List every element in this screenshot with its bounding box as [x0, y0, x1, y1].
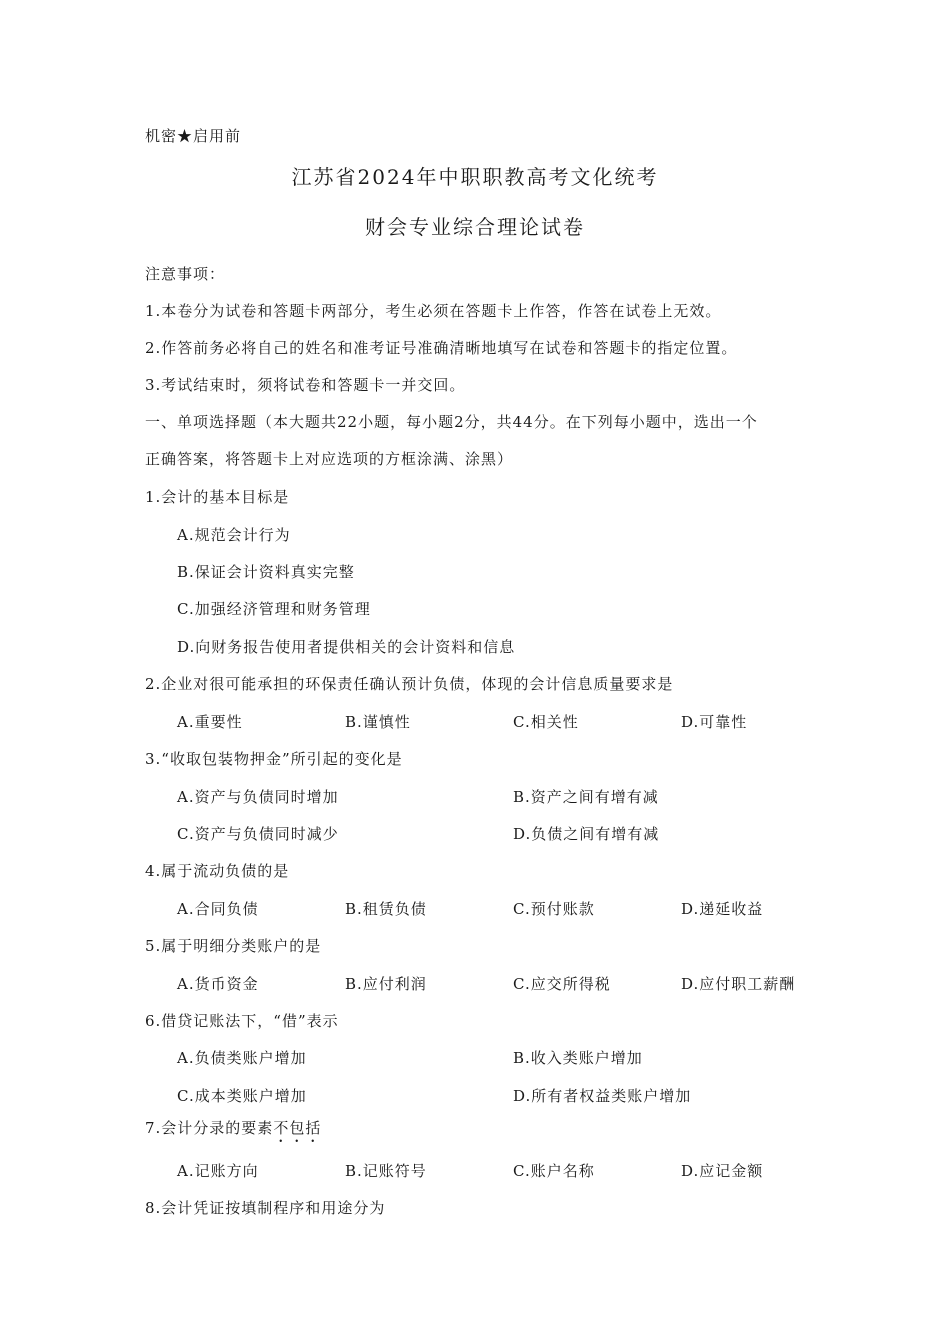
question-stem: 5.属于明细分类账户的是 — [145, 937, 322, 955]
notes-heading: 注意事项： — [145, 265, 226, 283]
option-d: D.应付职工薪酬 — [681, 975, 796, 993]
option-d: D.负债之间有增有减 — [513, 825, 660, 843]
emphasized-text: 不包括 — [273, 1119, 322, 1137]
option-a: A.货币资金 — [177, 975, 259, 993]
option-c: C.账户名称 — [513, 1162, 595, 1180]
option-a: A.规范会计行为 — [177, 526, 291, 544]
option-a: A.合同负债 — [177, 900, 259, 918]
note-item: 2.作答前务必将自己的姓名和准考证号准确清晰地填写在试卷和答题卡的指定位置。 — [145, 339, 738, 357]
option-b: B.资产之间有增有减 — [513, 788, 659, 806]
confidential-mark: 机密★启用前 — [145, 127, 242, 145]
question-stem: 3.“收取包装物押金”所引起的变化是 — [145, 750, 403, 768]
option-d: D.可靠性 — [681, 713, 748, 731]
option-d: D.向财务报告使用者提供相关的会计资料和信息 — [177, 638, 516, 656]
option-a: A.资产与负债同时增加 — [177, 788, 339, 806]
exam-title: 江苏省2024年中职职教高考文化统考 — [291, 165, 659, 189]
question-stem — [145, 1117, 321, 1146]
option-c: C.应交所得税 — [513, 975, 611, 993]
section-instructions: 正确答案，将答题卡上对应选项的方框涂满、涂黑） — [145, 450, 514, 468]
stem-text: 7.会计分录的要素 — [145, 1119, 274, 1137]
note-item: 3.考试结束时，须将试卷和答题卡一并交回。 — [145, 376, 466, 394]
option-c: C.成本类账户增加 — [177, 1087, 307, 1105]
option-b: B.应付利润 — [345, 975, 427, 993]
option-b: B.谨慎性 — [345, 713, 411, 731]
option-c: C.预付账款 — [513, 900, 595, 918]
exam-subtitle: 财会专业综合理论试卷 — [365, 215, 585, 239]
option-a: A.重要性 — [177, 713, 243, 731]
question-stem: 8.会计凭证按填制程序和用途分为 — [145, 1199, 386, 1217]
option-c: C.资产与负债同时减少 — [177, 825, 339, 843]
question-stem: 1.会计的基本目标是 — [145, 488, 290, 506]
option-d: D.所有者权益类账户增加 — [513, 1087, 692, 1105]
option-d: D.递延收益 — [681, 900, 764, 918]
option-b: B.记账符号 — [345, 1162, 427, 1180]
option-b: B.租赁负债 — [345, 900, 427, 918]
option-c: C.相关性 — [513, 713, 579, 731]
option-c: C.加强经济管理和财务管理 — [177, 600, 371, 618]
option-d: D.应记金额 — [681, 1162, 764, 1180]
option-b: B.收入类账户增加 — [513, 1049, 643, 1067]
question-stem: 6.借贷记账法下，“借”表示 — [145, 1012, 339, 1030]
option-a: A.负债类账户增加 — [177, 1049, 307, 1067]
question-stem: 4.属于流动负债的是 — [145, 862, 290, 880]
option-a: A.记账方向 — [177, 1162, 259, 1180]
section-instructions: 一、单项选择题（本大题共22小题，每小题2分，共44分。在下列每小题中，选出一个 — [145, 413, 758, 431]
question-stem: 2.企业对很可能承担的环保责任确认预计负债，体现的会计信息质量要求是 — [145, 675, 674, 693]
option-b: B.保证会计资料真实完整 — [177, 563, 355, 581]
note-item: 1.本卷分为试卷和答题卡两部分，考生必须在答题卡上作答，作答在试卷上无效。 — [145, 302, 722, 320]
